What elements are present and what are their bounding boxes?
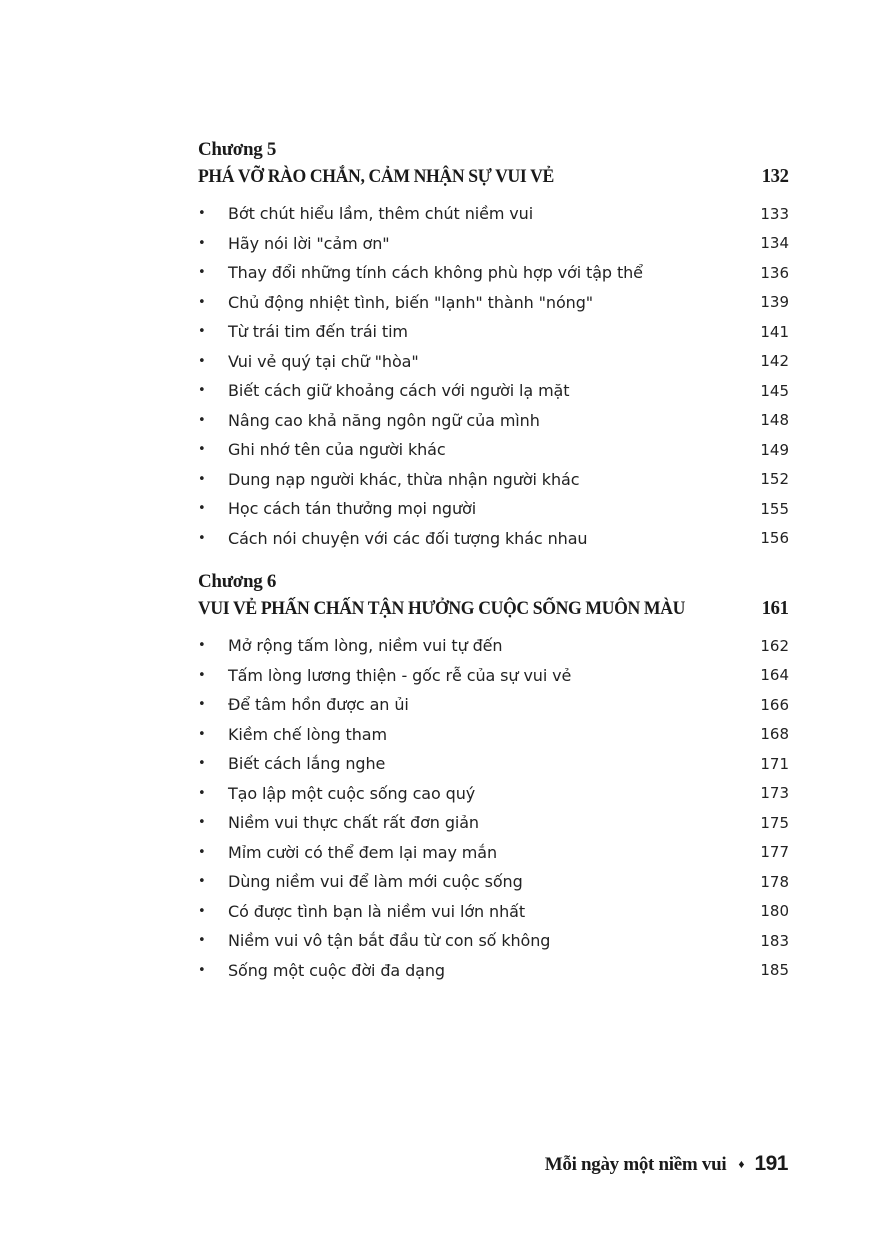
bullet-icon: • xyxy=(198,383,206,399)
diamond-icon: ♦ xyxy=(738,1157,745,1171)
page-footer xyxy=(545,1152,788,1176)
chapter-heading xyxy=(198,161,789,193)
bullet-icon: • xyxy=(198,756,206,772)
entry-title: Niềm vui thực chất rất đơn giản xyxy=(228,813,479,833)
toc-entry-list xyxy=(198,199,789,553)
entry-title: Mỉm cười có thể đem lại may mắn xyxy=(228,842,498,862)
toc-entry-list xyxy=(198,631,789,985)
entry-title: Vui vẻ quý tại chữ "hòa" xyxy=(228,351,419,371)
entry-title: Thay đổi những tính cách không phù hợp với tập thể xyxy=(228,263,643,283)
toc-entry xyxy=(198,720,789,750)
entry-title: Mở rộng tấm lòng, niềm vui tự đến xyxy=(228,636,503,656)
bullet-icon: • xyxy=(198,471,206,487)
entry-page-number: 162 xyxy=(760,636,789,655)
toc-entry xyxy=(198,690,789,720)
entry-title: Biết cách lắng nghe xyxy=(228,754,386,774)
toc-entry xyxy=(198,779,789,809)
toc-entry xyxy=(198,926,789,956)
chapter-page-number: 161 xyxy=(761,597,789,619)
bullet-icon: • xyxy=(198,638,206,654)
toc-entry xyxy=(198,347,789,377)
bullet-icon: • xyxy=(198,235,206,251)
bullet-icon: • xyxy=(198,353,206,369)
entry-title: Có được tình bạn là niềm vui lớn nhất xyxy=(228,901,525,921)
entry-page-number: 171 xyxy=(760,754,789,773)
entry-page-number: 173 xyxy=(760,784,789,803)
entry-page-number: 180 xyxy=(760,902,789,921)
entry-title: Dung nạp người khác, thừa nhận người khác xyxy=(228,469,580,489)
toc-entry xyxy=(198,435,789,465)
bullet-icon: • xyxy=(198,442,206,458)
page-number: 191 xyxy=(754,1152,788,1175)
bullet-icon: • xyxy=(198,903,206,919)
toc-entry xyxy=(198,465,789,495)
bullet-icon: • xyxy=(198,933,206,949)
entry-page-number: 134 xyxy=(760,234,789,253)
entry-page-number: 136 xyxy=(760,263,789,282)
chapter-6-section xyxy=(198,571,789,985)
toc-entry xyxy=(198,288,789,318)
entry-title: Để tâm hồn được an ủi xyxy=(228,695,409,715)
entry-title: Kiềm chế lòng tham xyxy=(228,724,387,744)
entry-page-number: 152 xyxy=(760,470,789,489)
entry-title: Biết cách giữ khoảng cách với người lạ mặt xyxy=(228,381,570,401)
entry-page-number: 145 xyxy=(760,381,789,400)
entry-page-number: 168 xyxy=(760,725,789,744)
entry-page-number: 164 xyxy=(760,666,789,685)
chapter-title: VUI VẺ PHẤN CHẤN TẬN HƯỞNG CUỘC SỐNG MUÔN MÀU xyxy=(198,598,686,619)
entry-page-number: 183 xyxy=(760,931,789,950)
toc-entry xyxy=(198,661,789,691)
entry-title: Bớt chút hiểu lầm, thêm chút niềm vui xyxy=(228,204,534,224)
entry-title: Niềm vui vô tận bắt đầu từ con số không xyxy=(228,931,551,951)
chapter-5-section xyxy=(198,139,789,553)
toc-entry xyxy=(198,494,789,524)
toc-entry xyxy=(198,897,789,927)
entry-title: Hãy nói lời "cảm ơn" xyxy=(228,233,390,253)
entry-page-number: 175 xyxy=(760,813,789,832)
toc-entry xyxy=(198,867,789,897)
toc-entry xyxy=(198,631,789,661)
entry-page-number: 185 xyxy=(760,961,789,980)
toc-entry xyxy=(198,524,789,554)
toc-entry xyxy=(198,956,789,986)
toc-entry xyxy=(198,749,789,779)
entry-page-number: 156 xyxy=(760,529,789,548)
entry-page-number: 148 xyxy=(760,411,789,430)
entry-title: Từ trái tim đến trái tim xyxy=(228,322,408,342)
entry-page-number: 139 xyxy=(760,293,789,312)
bullet-icon: • xyxy=(198,874,206,890)
bullet-icon: • xyxy=(198,815,206,831)
running-book-title: Mỗi ngày một niềm vui xyxy=(544,1154,727,1175)
entry-title: Tấm lòng lương thiện - gốc rễ của sự vui vẻ xyxy=(228,665,572,685)
entry-page-number: 133 xyxy=(760,204,789,223)
bullet-icon: • xyxy=(198,697,206,713)
toc-entry xyxy=(198,258,789,288)
entry-page-number: 178 xyxy=(760,872,789,891)
toc-entry xyxy=(198,229,789,259)
toc-entry xyxy=(198,376,789,406)
bullet-icon: • xyxy=(198,265,206,281)
toc-entry xyxy=(198,199,789,229)
entry-title: Chủ động nhiệt tình, biến "lạnh" thành "nóng" xyxy=(228,292,594,312)
entry-title: Học cách tán thưởng mọi người xyxy=(228,499,477,519)
entry-page-number: 177 xyxy=(760,843,789,862)
bullet-icon: • xyxy=(198,844,206,860)
chapter-label: Chương 5 xyxy=(198,139,277,160)
entry-title: Sống một cuộc đời đa dạng xyxy=(228,960,445,980)
bullet-icon: • xyxy=(198,501,206,517)
toc-entry xyxy=(198,406,789,436)
bullet-icon: • xyxy=(198,962,206,978)
toc-entry xyxy=(198,317,789,347)
entry-page-number: 142 xyxy=(760,352,789,371)
chapter-heading xyxy=(198,593,789,625)
toc-entry xyxy=(198,808,789,838)
bullet-icon: • xyxy=(198,324,206,340)
entry-title: Dùng niềm vui để làm mới cuộc sống xyxy=(228,872,523,892)
chapter-page-number: 132 xyxy=(761,165,789,187)
entry-title: Nâng cao khả năng ngôn ngữ của mình xyxy=(228,410,540,430)
bullet-icon: • xyxy=(198,667,206,683)
entry-page-number: 149 xyxy=(760,440,789,459)
toc-entry xyxy=(198,838,789,868)
bullet-icon: • xyxy=(198,530,206,546)
entry-page-number: 141 xyxy=(760,322,789,341)
chapter-label: Chương 6 xyxy=(198,571,277,592)
chapter-title: PHÁ VỠ RÀO CHẮN, CẢM NHẬN SỰ VUI VẺ xyxy=(198,166,554,187)
bullet-icon: • xyxy=(198,412,206,428)
bullet-icon: • xyxy=(198,785,206,801)
bullet-icon: • xyxy=(198,206,206,222)
entry-title: Tạo lập một cuộc sống cao quý xyxy=(228,783,476,803)
entry-title: Cách nói chuyện với các đối tượng khác nhau xyxy=(228,528,588,548)
bullet-icon: • xyxy=(198,294,206,310)
entry-title: Ghi nhớ tên của người khác xyxy=(228,440,446,460)
bullet-icon: • xyxy=(198,726,206,742)
entry-page-number: 166 xyxy=(760,695,789,714)
entry-page-number: 155 xyxy=(760,499,789,518)
